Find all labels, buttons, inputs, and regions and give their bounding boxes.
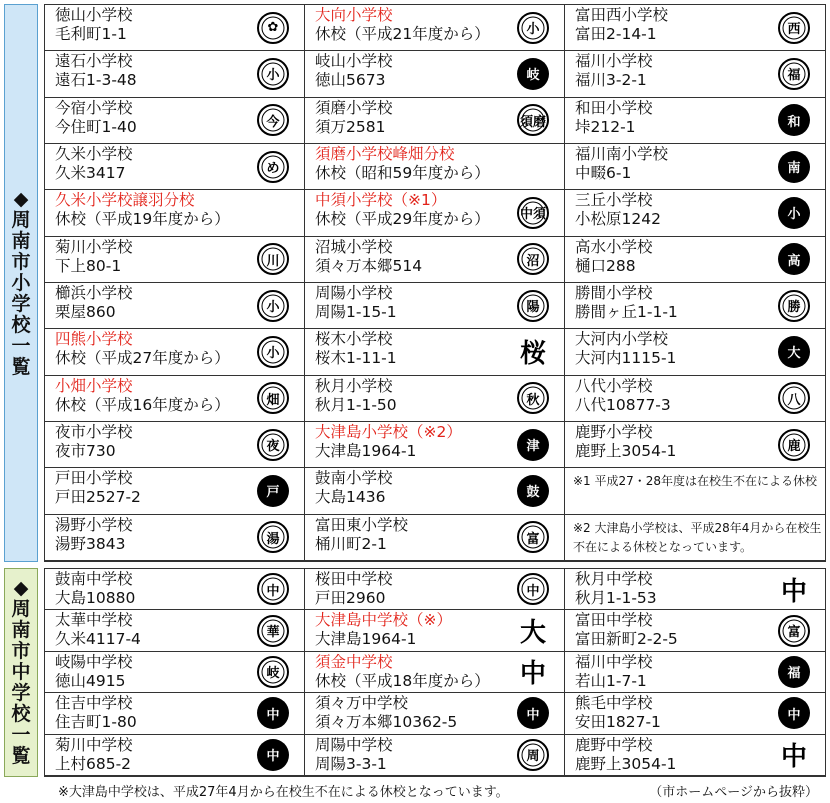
school-name: 鼓南小学校: [315, 469, 393, 488]
big-character-crest-icon: [516, 614, 550, 648]
crest-glyph: 夜: [266, 439, 280, 455]
school-address: 大津島1964-1: [315, 630, 417, 649]
crest-glyph: 小: [266, 68, 280, 84]
school-address: 夜市730: [55, 441, 116, 460]
school-address: 富田2-14-1: [575, 25, 657, 43]
crest-glyph: 岐: [526, 68, 540, 84]
crest-glyph: 戸: [266, 485, 280, 501]
school-cell: [45, 515, 305, 561]
school-name: 久米小学校譲羽分校: [55, 191, 195, 210]
hexagon-crest-icon: [256, 150, 290, 184]
school-name: 八代小学校: [575, 376, 653, 395]
crest-glyph: 桜: [519, 339, 546, 370]
school-address: 桶川町2-1: [315, 534, 387, 553]
school-address: 周陽3-3-1: [315, 754, 387, 773]
crest-glyph: 南: [787, 161, 801, 177]
school-name: 須磨小学校峰畑分校: [315, 144, 455, 163]
school-cell: [565, 376, 825, 422]
crest-glyph: 須磨: [519, 114, 546, 130]
school-cell: [45, 5, 305, 51]
school-cell: [565, 422, 825, 468]
school-address: 中畷6-1: [575, 163, 632, 182]
school-address: 休校（平成21年度から）: [315, 25, 490, 43]
bracket-crest-icon: [777, 614, 811, 648]
school-address: 休校（平成19年度から）: [55, 210, 230, 229]
crest-glyph: め: [266, 161, 280, 177]
school-address: 徳山4915: [55, 671, 126, 690]
school-cell: [45, 735, 305, 776]
flower-crest-icon: [256, 335, 290, 369]
school-name: 勝間小学校: [575, 283, 653, 302]
school-address: 湯野3843: [55, 534, 126, 553]
diamond-crest-icon: [777, 103, 811, 137]
school-address: 休校（平成18年度から）: [315, 671, 490, 690]
school-cell: [305, 376, 565, 422]
flower-crest-icon: [256, 381, 290, 415]
flower-crest-icon: [516, 520, 550, 554]
school-name: 桜木小学校: [315, 330, 393, 349]
school-address: 八代10877-3: [575, 395, 671, 414]
school-name: 菊川中学校: [55, 735, 133, 754]
school-name: 熊毛中学校: [575, 694, 653, 713]
crest-glyph: 大: [787, 346, 801, 362]
crest-glyph: 小: [266, 300, 280, 316]
school-name: 秋月中学校: [575, 570, 653, 588]
crest-glyph: 小: [526, 22, 540, 38]
flower-crest-icon: [256, 11, 290, 45]
crest-glyph: 富: [787, 625, 801, 641]
school-name: 大河内小学校: [575, 330, 669, 349]
school-address: 住吉町1-80: [55, 713, 137, 732]
school-name: 大津島小学校（※2）: [315, 422, 462, 441]
school-cell: [45, 329, 305, 375]
crest-glyph: 中: [787, 707, 801, 723]
school-cell: [45, 51, 305, 97]
circle-crest-icon: [256, 655, 290, 689]
crest-glyph: 鼓: [526, 485, 540, 501]
school-cell: [45, 98, 305, 144]
school-cell: [305, 569, 565, 610]
school-name: 桜田中学校: [315, 570, 393, 588]
hexagon-crest-icon: [777, 655, 811, 689]
crest-glyph: 沼: [526, 253, 540, 269]
school-cell: [45, 283, 305, 329]
school-name: 四熊小学校: [55, 330, 133, 349]
flower-crest-icon: [516, 572, 550, 606]
crown-crest-icon: [777, 150, 811, 184]
circle-small-crest-icon: [516, 11, 550, 45]
chrysanthemum-crest-icon: [256, 738, 290, 772]
school-cell: [45, 422, 305, 468]
school-address: 若山1-7-1: [575, 671, 647, 690]
school-name: 高水小学校: [575, 237, 653, 256]
school-cell: [565, 144, 825, 190]
school-name: 櫛浜小学校: [55, 283, 133, 302]
school-cell: [305, 329, 565, 375]
school-address: 富田新町2-2-5: [575, 630, 678, 649]
school-cell: [305, 283, 565, 329]
crest-glyph: 陽: [526, 300, 540, 316]
crest-glyph: 中: [266, 749, 280, 765]
school-name: 菊川小学校: [55, 237, 133, 256]
elementary-table: [44, 4, 826, 562]
school-name: 富田中学校: [575, 611, 653, 630]
school-cell: [565, 652, 825, 693]
school-address: 休校（平成16年度から）: [55, 395, 230, 414]
school-name: 徳山小学校: [55, 6, 133, 24]
school-address: 毛利町1-1: [55, 25, 127, 43]
crest-glyph: 中: [526, 583, 540, 599]
square-crest-icon: [516, 738, 550, 772]
crest-glyph: 岐: [266, 666, 280, 682]
junior-side-title: ◆ 周 南 市 中 学 校 一 覧: [4, 568, 38, 777]
school-address: 周陽1-15-1: [315, 302, 397, 321]
crest-glyph: 中: [526, 707, 540, 723]
school-address: 戸田2960: [315, 589, 386, 607]
school-address: 休校（平成29年度から）: [315, 210, 490, 229]
school-name: 夜市小学校: [55, 422, 133, 441]
school-address: 安田1827-1: [575, 713, 661, 732]
school-name: 周陽小学校: [315, 283, 393, 302]
school-cell: [565, 5, 825, 51]
school-name: 沼城小学校: [315, 237, 393, 256]
school-address: 休校（平成27年度から）: [55, 349, 230, 368]
school-name: 福川中学校: [575, 652, 653, 671]
school-address: 須々万本郷514: [315, 256, 423, 275]
school-address: 須々万本郷10362-5: [315, 713, 458, 732]
school-cell: [305, 515, 565, 561]
school-name: 和田小学校: [575, 98, 653, 117]
school-address: 久米4117-4: [55, 630, 141, 649]
school-name: 富田東小学校: [315, 515, 409, 534]
crest-glyph: 秋: [526, 392, 540, 408]
school-cell: [565, 569, 825, 610]
school-cell: [45, 190, 305, 236]
school-address: 小松原1242: [575, 210, 661, 229]
school-address: 上村685-2: [55, 754, 132, 773]
school-name: 鹿野中学校: [575, 735, 653, 754]
footer-source: （市ホームページから抜粋）: [649, 785, 818, 800]
elementary-side-title: ◆ 周 南 市 小 学 校 一 覧: [4, 4, 38, 562]
school-cell: [45, 569, 305, 610]
elementary-section: [4, 4, 826, 562]
oval-crest-icon: [516, 196, 550, 230]
flower-crest-icon: [256, 520, 290, 554]
circle-crest-icon: [256, 474, 290, 508]
hexagon-crest-icon: [516, 103, 550, 137]
crest-glyph: 勝: [787, 300, 801, 316]
square-crest-icon: [256, 572, 290, 606]
school-name: 遠石小学校: [55, 52, 133, 71]
school-address: 戸田2527-2: [55, 488, 141, 507]
wave-crest-icon: [516, 474, 550, 508]
star-crest-icon: [256, 428, 290, 462]
junior-table: [44, 568, 826, 777]
school-address: 福川3-2-1: [575, 71, 647, 90]
school-name: 三丘小学校: [575, 191, 653, 210]
crest-glyph: 中: [266, 583, 280, 599]
school-name: 須々万中学校: [315, 694, 409, 713]
school-name: 大向小学校: [315, 6, 393, 24]
school-cell: [565, 283, 825, 329]
school-name: 福川小学校: [575, 52, 653, 71]
school-name: 久米小学校: [55, 144, 133, 163]
crest-glyph: 和: [787, 114, 801, 130]
triangle-crest-icon: [777, 738, 811, 772]
crest-glyph: 中須: [519, 207, 546, 223]
wings-crest-icon: [256, 696, 290, 730]
school-cell: [305, 51, 565, 97]
school-name: 秋月小学校: [315, 376, 393, 395]
school-name: 鹿野小学校: [575, 422, 653, 441]
school-name: 須磨小学校: [315, 98, 393, 117]
crest-glyph: 高: [787, 253, 801, 269]
shield-crest-icon: [256, 614, 290, 648]
school-address: 大津島1964-1: [315, 441, 417, 460]
mountain-crest-icon: [777, 11, 811, 45]
school-cell: [305, 422, 565, 468]
cross-crest-icon: [777, 196, 811, 230]
school-cell: [565, 98, 825, 144]
school-cell: [45, 144, 305, 190]
flower-crest-icon: [256, 289, 290, 323]
junior-section: [4, 568, 826, 777]
flower-crest-icon: [256, 57, 290, 91]
crest-glyph: 川: [266, 253, 280, 269]
crest-glyph: 華: [266, 625, 280, 641]
school-cell: [305, 693, 565, 734]
crest-glyph: 小: [787, 207, 801, 223]
crest-glyph: 中: [266, 707, 280, 723]
school-name: 岐陽中学校: [55, 652, 133, 671]
sakura-crest-icon: [516, 335, 550, 369]
school-cell: [45, 237, 305, 283]
school-address: 栗屋860: [55, 302, 116, 321]
school-name: 須金中学校: [315, 652, 393, 671]
crest-glyph: 福: [787, 666, 801, 682]
school-address: 樋口288: [575, 256, 636, 275]
school-name: 中須小学校（※1）: [315, 191, 447, 210]
school-address: 鹿野上3054-1: [575, 754, 677, 773]
school-name: 周陽中学校: [315, 735, 393, 754]
school-name: 富田西小学校: [575, 6, 669, 24]
sun-crest-icon: [516, 289, 550, 323]
school-address: 勝間ヶ丘1-1-1: [575, 302, 678, 321]
crane-crest-icon: [777, 381, 811, 415]
crescent-crest-icon: [516, 57, 550, 91]
shield-crest-icon: [777, 696, 811, 730]
school-address: 久米3417: [55, 163, 126, 182]
crest-glyph: 富: [526, 531, 540, 547]
school-cell: [305, 610, 565, 651]
school-address: 大河内1115-1: [575, 349, 677, 368]
school-name: 今宿小学校: [55, 98, 133, 117]
school-address: 徳山5673: [315, 71, 386, 90]
school-cell: [565, 237, 825, 283]
school-name: 太華中学校: [55, 611, 133, 630]
crest-glyph: 中: [519, 659, 546, 690]
school-cell: [305, 190, 565, 236]
crest-glyph: 津: [526, 439, 540, 455]
crest-glyph: 畑: [266, 392, 280, 408]
school-address: 休校（昭和59年度から）: [315, 163, 490, 182]
school-cell: [305, 144, 565, 190]
wave-crest-icon: [516, 428, 550, 462]
school-address: 今住町1-40: [55, 117, 137, 136]
star-crest-icon: [516, 242, 550, 276]
school-address: 須万2581: [315, 117, 386, 136]
school-cell: [305, 5, 565, 51]
blossom-crest-icon: [777, 57, 811, 91]
blossom-crest-icon: [777, 289, 811, 323]
square-crest-icon: [516, 696, 550, 730]
school-name: 住吉中学校: [55, 694, 133, 713]
crest-glyph: ✿: [267, 20, 279, 36]
crest-glyph: 周: [526, 749, 540, 765]
school-address: 大島1436: [315, 488, 386, 507]
school-cell: [305, 735, 565, 776]
wings-crest-icon: [256, 103, 290, 137]
footer-note: ※大津島中学校は、平成27年4月から在校生不在による休校となっています。: [58, 785, 509, 800]
crest-glyph: 大: [519, 618, 546, 649]
chrysanthemum-crest-icon: [256, 242, 290, 276]
school-cell: [305, 468, 565, 514]
school-name: 岐山小学校: [315, 52, 393, 71]
crest-glyph: 湯: [266, 531, 280, 547]
school-cell: [45, 376, 305, 422]
school-address: 桜木1-11-1: [315, 349, 397, 368]
school-name: 戸田小学校: [55, 469, 133, 488]
crest-glyph: 鹿: [787, 439, 801, 455]
school-address: 大島10880: [55, 589, 136, 607]
school-cell: [565, 610, 825, 651]
footnote: ※1 平成27・28年度は在校生不在による休校: [565, 468, 825, 514]
square-crest-icon: [777, 242, 811, 276]
crest-glyph: 八: [787, 392, 801, 408]
triangle-crest-icon: [777, 572, 811, 606]
crest-glyph: 今: [266, 114, 280, 130]
school-address: 下上80-1: [55, 256, 122, 275]
crest-glyph: 福: [787, 68, 801, 84]
footnote: ※2 大津島小学校は、平成28年4月から在校生不在による休校となっています。: [565, 515, 825, 561]
school-cell: [565, 51, 825, 97]
school-cell: [45, 610, 305, 651]
crest-glyph: 小: [266, 346, 280, 362]
school-cell: [305, 98, 565, 144]
flower-crest-icon: [777, 428, 811, 462]
school-cell: [45, 468, 305, 514]
school-address: 秋月1-1-50: [315, 395, 397, 414]
crest-glyph: 西: [787, 22, 801, 38]
school-cell: [565, 735, 825, 776]
school-address: 秋月1-1-53: [575, 589, 657, 607]
school-name: 鼓南中学校: [55, 570, 133, 588]
school-cell: [305, 237, 565, 283]
school-cell: [565, 190, 825, 236]
school-cell: [45, 693, 305, 734]
moon-crest-icon: [516, 381, 550, 415]
school-name: 大津島中学校（※）: [315, 611, 452, 630]
school-cell: [565, 329, 825, 375]
crest-glyph: 中: [780, 576, 807, 607]
crest-glyph: 中: [780, 742, 807, 773]
school-name: 湯野小学校: [55, 515, 133, 534]
school-address: 遠石1-3-48: [55, 71, 137, 90]
circle-crest-icon: [777, 335, 811, 369]
school-address: 鹿野上3054-1: [575, 441, 677, 460]
school-address: 垰212-1: [575, 117, 636, 136]
school-cell: [565, 693, 825, 734]
school-cell: [45, 652, 305, 693]
cross-crest-icon: [516, 655, 550, 689]
school-cell: [305, 652, 565, 693]
school-name: 福川南小学校: [575, 144, 669, 163]
school-name: 小畑小学校: [55, 376, 133, 395]
